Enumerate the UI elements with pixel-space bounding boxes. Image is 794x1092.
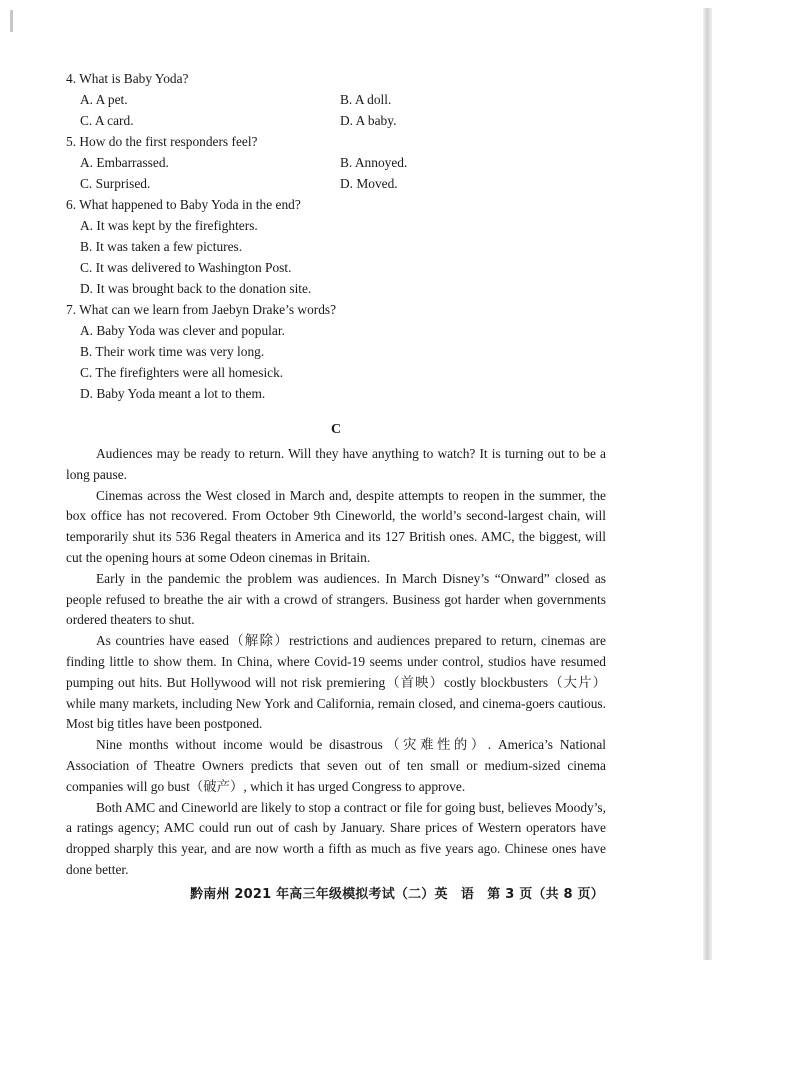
page-fold-edge [703, 8, 712, 960]
scan-mark [10, 10, 13, 32]
page-footer: 黔南州 2021 年高三年级模拟考试（二）英 语 第 3 页（共 8 页） [190, 887, 604, 902]
question-stem: 7. What can we learn from Jaebyn Drake’s words? [66, 302, 337, 317]
paragraph-4: As countries have eased（解除）restrictions and audiences prepared to return, cinemas are finding little to show them. In China, where Covid-19 seems under control, studios have resumed pumping out hits. But Hollywood will not risk premiering（首映）costly blockbusters（大片）while many markets, including New York and California, remain closed, and cinema-goers cautious. Most big titles have been postponed. [66, 633, 606, 732]
option-d: D. It was brought back to the donation site. [80, 281, 312, 296]
question-stem: 6. What happened to Baby Yoda in the end? [66, 197, 301, 212]
question-5 [66, 131, 606, 194]
option-a: A. It was kept by the firefighters. [80, 218, 258, 233]
option-c: C. The firefighters were all homesick. [80, 365, 284, 380]
option-c: C. It was delivered to Washington Post. [80, 260, 292, 275]
paragraph-3: Early in the pandemic the problem was audiences. In March Disney’s “Onward” closed as people refused to breathe the air with a crowd of strangers. Business got harder when governments ordered theaters to shut. [66, 570, 606, 628]
option-b: B. Their work time was very long. [80, 344, 265, 359]
paragraph-2: Cinemas across the West closed in March and, despite attempts to reopen in the summer, the box office has not recovered. From October 9th Cineworld, the world’s second-largest chain, will temporarily shut its 536 Regal theaters in America and its 127 British ones. AMC, the biggest, will cut the opening hours at some Odeon cinemas in Britain. [66, 487, 606, 565]
option-d: D. Moved. [340, 176, 398, 191]
option-c: C. Surprised. [80, 176, 151, 191]
paragraph-6: Both AMC and Cineworld are likely to stop a contract or file for going bust, believes Moody’s, a ratings agency; AMC could run out of cash by January. Share prices of Western operators have dropped sharply this year, and are now worth a fifth as much as five years ago. Chinese ones have done better. [66, 799, 606, 877]
option-a: A. Embarrassed. [80, 155, 169, 170]
question-stem: 4. What is Baby Yoda? [66, 71, 189, 86]
option-d: D. A baby. [340, 113, 397, 128]
paragraph-5: Nine months without income would be disastrous（灾难性的）. America’s National Association of Theatre Owners predicts that seven out of ten small or medium-sized cinema companies will go bust（破产）, which it has urged Congress to approve. [66, 737, 606, 794]
option-d: D. Baby Yoda meant a lot to them. [80, 386, 266, 401]
option-c: C. A card. [80, 113, 134, 128]
question-6 [66, 194, 606, 299]
option-a: A. Baby Yoda was clever and popular. [80, 323, 285, 338]
option-b: B. A doll. [340, 92, 392, 107]
question-stem: 5. How do the first responders feel? [66, 134, 258, 149]
option-a: A. A pet. [80, 92, 128, 107]
option-b: B. It was taken a few pictures. [80, 239, 243, 254]
question-7 [66, 299, 606, 404]
exam-page-content [66, 68, 606, 881]
section-heading: C [330, 422, 342, 437]
passage-c [66, 444, 606, 881]
option-b: B. Annoyed. [340, 155, 408, 170]
question-4 [66, 68, 606, 131]
paragraph-1: Audiences may be ready to return. Will they have anything to watch? It is turning out to be a long pause. [66, 446, 606, 482]
